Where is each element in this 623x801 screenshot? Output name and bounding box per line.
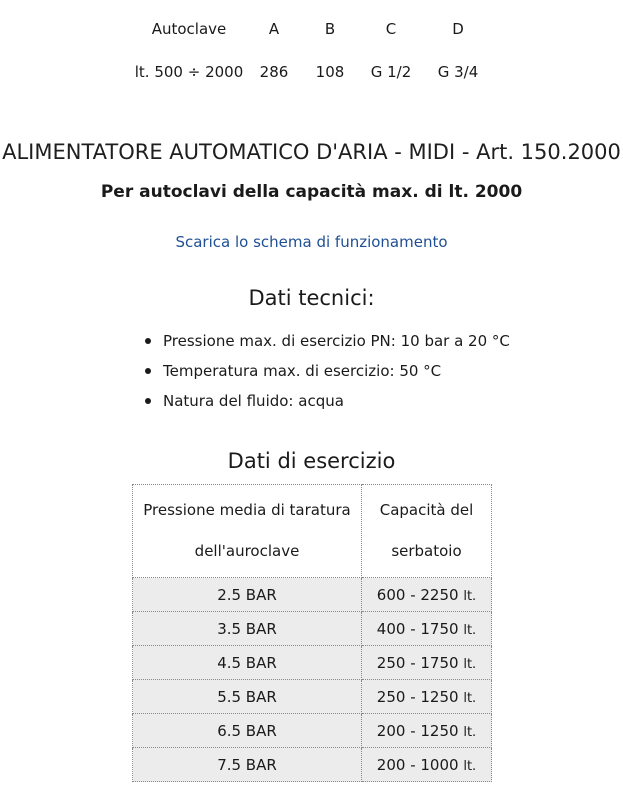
capacity-cell: [362, 680, 492, 714]
table-row: [133, 578, 492, 612]
capacity-cell: [362, 578, 492, 612]
capacity-header-line1: Capacità del: [379, 501, 474, 519]
list-item: Pressione max. di esercizio PN: 10 bar a 20 °C: [145, 331, 510, 361]
product-subtitle: Per autoclavi della capacità max. di lt. 2000: [100, 182, 523, 202]
pressure-cell: 4.5 BAR: [133, 646, 362, 680]
technical-data-list: [145, 331, 510, 421]
operating-data-table: [132, 484, 492, 782]
dimensions-header-cell: Autoclave: [151, 20, 227, 38]
capacity-unit: lt.: [463, 588, 477, 604]
capacity-cell: [362, 612, 492, 646]
pressure-header-line1: Pressione media di taratura: [143, 501, 351, 519]
capacity-value: 200 - 1250: [376, 721, 459, 740]
table-row: [133, 612, 492, 646]
product-title: ALIMENTATORE AUTOMATICO D'ARIA - MIDI - Art. 150.2000: [2, 140, 621, 164]
pressure-cell: 2.5 BAR: [133, 578, 362, 612]
capacity-unit: lt.: [463, 622, 477, 638]
dimensions-data-cell: G 1/2: [370, 63, 412, 81]
table-row: [133, 714, 492, 748]
capacity-unit: lt.: [463, 724, 477, 740]
dimensions-header-cell: D: [452, 20, 464, 38]
pressure-header-line2: dell'auroclave: [194, 542, 300, 560]
capacity-value: 250 - 1750: [376, 653, 459, 672]
capacity-value: 400 - 1750: [376, 619, 459, 638]
operating-data-heading: Dati di esercizio: [227, 449, 396, 473]
dimensions-data-cell: G 3/4: [437, 63, 479, 81]
dimensions-header-row: [0, 20, 623, 40]
capacity-unit: lt.: [463, 690, 477, 706]
dimensions-data-cell: 286: [259, 63, 289, 81]
technical-data-heading: Dati tecnici:: [248, 286, 375, 310]
capacity-unit: lt.: [463, 656, 477, 672]
capacity-header-line2: serbatoio: [391, 542, 462, 560]
capacity-value: 200 - 1000: [376, 755, 459, 774]
table-header-row: [133, 485, 492, 578]
dimensions-header-cell: C: [385, 20, 397, 38]
pressure-cell: 3.5 BAR: [133, 612, 362, 646]
pressure-cell: 7.5 BAR: [133, 748, 362, 782]
table-row: [133, 680, 492, 714]
capacity-value: 250 - 1250: [376, 687, 459, 706]
pressure-cell: 5.5 BAR: [133, 680, 362, 714]
dimensions-data-row: [0, 63, 623, 83]
list-item: Natura del fluido: acqua: [145, 391, 510, 421]
capacity-cell: [362, 714, 492, 748]
capacity-cell: [362, 646, 492, 680]
capacity-value: 600 - 2250: [376, 585, 459, 604]
pressure-cell: 6.5 BAR: [133, 714, 362, 748]
dimensions-header-cell: A: [268, 20, 280, 38]
capacity-unit: lt.: [463, 758, 477, 774]
capacity-cell: [362, 748, 492, 782]
list-item: Temperatura max. di esercizio: 50 °C: [145, 361, 510, 391]
table-row: [133, 748, 492, 782]
dimensions-data-cell: lt. 500 ÷ 2000: [134, 63, 244, 81]
pressure-column-header: [133, 485, 362, 578]
dimensions-header-cell: B: [324, 20, 336, 38]
download-schema-link[interactable]: Scarica lo schema di funzionamento: [175, 233, 448, 251]
capacity-column-header: [362, 485, 492, 578]
table-row: [133, 646, 492, 680]
dimensions-data-cell: 108: [315, 63, 345, 81]
